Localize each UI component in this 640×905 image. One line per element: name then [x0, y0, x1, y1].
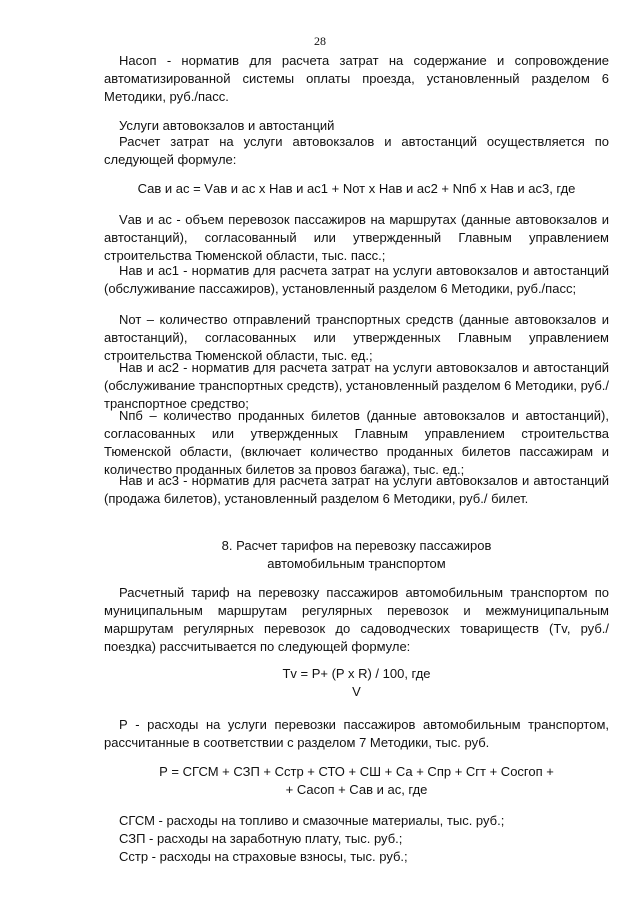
definition-text: Нав и ас2 - норматив для расчета затрат на услуги автовокзалов и автостанций (обслуживание транспортных средств), установленный разделом 6 Методики, руб./транспортное средство; — [104, 360, 609, 411]
definition-not — [104, 311, 609, 365]
definition-nav3 — [104, 472, 609, 508]
heading-line: 8. Расчет тарифов на перевозку пассажиров — [221, 538, 492, 553]
definition-text: Nпб – количество проданных билетов (данные автовокзалов и автостанций), согласованных или утвержденных Главным управлением строительства Тюменской области, (включает количество проданных билетов пассажирам и количество проданных билетов за провоз багажа), тыс. ед.; — [104, 408, 609, 477]
heading-line: автомобильным транспортом — [267, 556, 446, 571]
section-heading-tariffs — [104, 537, 609, 573]
page-number: 28 — [314, 34, 326, 48]
definition-p — [104, 716, 609, 752]
definition-nav2 — [104, 359, 609, 413]
expense-list — [104, 812, 609, 866]
definition-text: Нав и ас3 - норматив для расчета затрат на услуги автовокзалов и автостанций (продажа билетов), установленный разделом 6 Методики, руб./ билет. — [104, 473, 609, 506]
formula-denominator: V — [352, 684, 361, 699]
definition-npb — [104, 407, 609, 479]
formula-tariff — [104, 665, 609, 701]
section-heading-text: Услуги автовокзалов и автостанций — [119, 118, 335, 133]
formula-line: Р = СГСМ + СЗП + Сстр + СТО + СШ + Са + Спр + Сгт + Сосгоп + — [159, 764, 554, 779]
definition-v — [104, 211, 609, 265]
definition-nav1 — [104, 262, 609, 298]
definition-text: Нав и ас1 - норматив для расчета затрат на услуги автовокзалов и автостанций (обслуживание пассажиров), установленный разделом 6 Методики, руб./пасс; — [104, 263, 609, 296]
paragraph-text: Расчет затрат на услуги автовокзалов и автостанций осуществляется по следующей формуле: — [104, 134, 609, 167]
paragraph-text: Hасоп - норматив для расчета затрат на содержание и сопровождение автоматизированной системы оплаты проезда, установленный разделом 6 Методики, руб./пасс. — [104, 53, 609, 104]
paragraph-text: Расчетный тариф на перевозку пассажиров автомобильным транспортом по муниципальным маршрутам регулярных перевозок и межмуниципальным маршрутам регулярных перевозок до садоводческих товариществ (Тv, руб./поездка) рассчитывается по следующей формуле: — [104, 585, 609, 654]
list-item: СГСМ - расходы на топливо и смазочные материалы, тыс. руб.; — [119, 813, 505, 828]
formula-p-expenses — [104, 763, 609, 799]
definition-text: Р - расходы на услуги перевозки пассажиров автомобильным транспортом, рассчитанные в соответствии с разделом 7 Методики, тыс. руб. — [104, 717, 609, 750]
definition-text: Nот – количество отправлений транспортных средств (данные автовокзалов и автостанций), согласованных или утвержденных Главным управлением строительства Тюменской области, тыс. ед.; — [104, 312, 609, 363]
list-item: Сстр - расходы на страховые взносы, тыс. руб.; — [119, 849, 408, 864]
list-item: СЗП - расходы на заработную плату, тыс. руб.; — [119, 831, 403, 846]
formula-line: + Сасоп + Сав и ас, где — [285, 782, 428, 797]
formula-numerator: Тv = P+ (P x R) / 100, где — [282, 666, 431, 681]
paragraph-hasop — [104, 52, 609, 106]
paragraph-cost-formula-intro — [104, 133, 609, 169]
formula-text: Сав и ас = Vав и ас x Нав и ас1 + Nот x Нав и ас2 + Nпб x Нав и ас3, где — [137, 181, 576, 196]
definition-text: Vав и ас - объем перевозок пассажиров на маршрутах (данные автовокзалов и автостанций), согласованный или утвержденный Главным управлением строительства Тюменской области, тыс. пасс.; — [104, 212, 609, 263]
formula-bus-station-cost — [104, 180, 609, 198]
paragraph-tariff-intro — [104, 584, 609, 656]
